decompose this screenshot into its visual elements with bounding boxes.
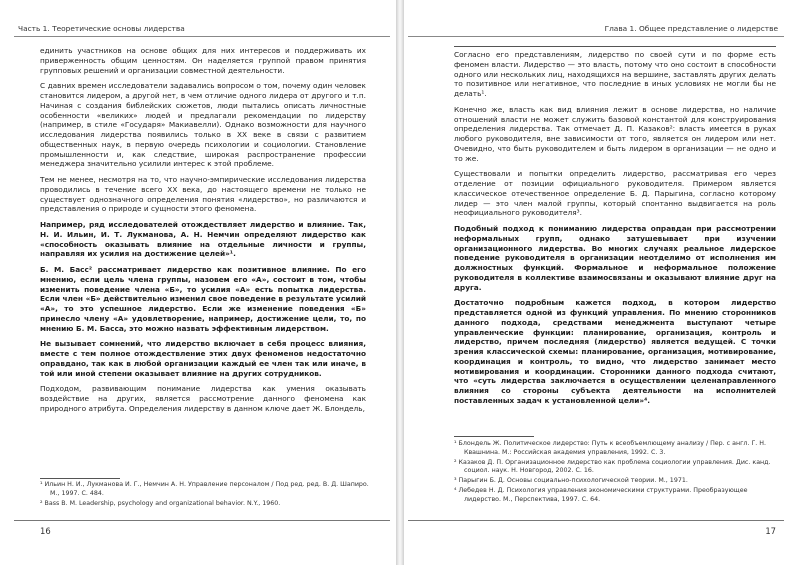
header-rule <box>408 36 784 37</box>
book-gutter <box>396 0 404 565</box>
footnote: ³ Парыгин Б. Д. Основы социально-психологической теории. М., 1971. <box>454 477 688 485</box>
right-page <box>404 0 800 565</box>
page-number: 17 <box>765 526 776 536</box>
paragraph: Например, ряд исследователей отождествляет лидерство и влияние. Так, Н. И. Ильин, И. Т. Лукманова, А. Н. Немчин определяют лидерство как «способность оказывать влияние на отдельные личности и группы, направляя их усилия на достижение целей»¹. <box>40 220 366 259</box>
footnote: ⁴ Лебедев Н. Д. Психология управления экономическими структурами. Преобразующее лидерство. М., Перспектива, 1997. С. 64. <box>454 487 748 504</box>
left-page <box>0 0 396 565</box>
right-footnotes <box>454 440 776 506</box>
paragraph: Достаточно подробным кажется подход, в котором лидерство представляется одной из функций управления. По мнению сторонников данного подхода, средствами менеджмента выступают четыре управленческие функции: планирование, организация, контроль и лидерство, причем последняя (лидерство) является ведущей. С точки зрения классической схемы: планирование, организация, мотивирование, координация и контроль, то видно, что лидерство занимает место мотивирования и координации. Сторонники данного подхода считают, что «суть лидерства заключается в осуществлении целенаправленного влияния со стороны субъекта деятельности на исполнителей поставленных задач к установленной цели»⁴. <box>454 298 776 405</box>
left-body-text <box>40 46 366 420</box>
paragraph: единить участников на основе общих для них интересов и поддерживать их приверженность общим ценностям. Он наделяется группой правом принятия групповых решений и организации совместной деятельности. <box>40 46 366 75</box>
paragraph: Тем не менее, несмотря на то, что научно-эмпирические исследования лидерства проводились в течение всего XX века, до настоящего времени не только не существует однозначного определения понятия «лидерство», но различаются и представления о природе и сущности этого феномена. <box>40 175 366 214</box>
footnote: ² Bass B. M. Leadership, psychology and organizational behavior. N.Y., 1960. <box>40 499 281 507</box>
paragraph: Б. М. Басс² рассматривает лидерство как позитивное влияние. По его мнению, если цель члена группы, назовем его «А», состоит в том, чтобы изменить поведение члена «Б», то усилия «А» есть попытка лидерства. Если член «Б» действительно изменил свое поведение в результате усилий «А», то это успешное лидерство. Если же изменение поведения «Б» принесло члену «А» удовлетворение, например, достижение цели, то, по мнению Б. М. Басса, это можно назвать эффективным лидерством. <box>40 265 366 333</box>
running-head: Часть 1. Теоретические основы лидерства <box>18 24 185 33</box>
footnote-rule <box>454 436 534 437</box>
running-head: Глава 1. Общее представление о лидерстве <box>604 24 778 33</box>
footer-rule <box>408 520 784 521</box>
paragraph: С давних времен исследователи задавались вопросом о том, почему один человек становится лидером, а другой нет, в чем отличие одного лидера от другого и т.п. Начиная с создания библейских сюжетов, люди пытались описать личностные особенности «великих» людей и предлагали рекомендации по лидерству (например, в стиле «Государя» Макиавелли). Однако возможности для научного исследования лидерства появились только в XX веке в связи с развитием общественных наук, в первую очередь психологии и социологии. Становление промышленности и, как следствие, широкая распространение профессии менеджера значительно усилили интерес к этой проблеме. <box>40 81 366 169</box>
footnote: ¹ Блондель Ж. Политическое лидерство: Путь к всеобъемлющему анализу / Пер. с англ. Г. Н. Квашнина. М.: Российская академия управления, 1992. С. 3. <box>454 440 767 456</box>
paragraph: Согласно его представлениям, лидерство по своей сути и по форме есть феномен власти. Лидерство — это власть, потому что оно состоит в способности одного или нескольких лиц, находящихся на вершине, заставлять других делать то позитивное или негативное, что последние в иных условиях не могли бы не делать¹. <box>454 46 776 99</box>
paragraph: Существовали и попытки определить лидерство, рассматривая его через отделение от позиции официального руководителя. Примером является классическое отечественное определение Б. Д. Парыгина, согласно которому лидер — это член малой группы, который спонтанно выдвигается на роль неофициального руководителя³. <box>454 169 776 218</box>
page-number: 16 <box>40 526 51 536</box>
paragraph: Подобный подход к пониманию лидерства оправдан при рассмотрении неформальных групп, однако затушевывает при изучении организационного лидерства. Во многих случаях реальное лидерское поведение руководителя в организации неотделимо от исполнения им должностных функций. Формальное и неформальное положение руководителя в коллективе взаимосвязаны и оказывают влияние друг на друга. <box>454 224 776 292</box>
header-rule <box>14 36 390 37</box>
paragraph: Конечно же, власть как вид влияния лежит в основе лидерства, но наличие отношений власти не может служить базовой константой для конструирования определения лидерства. Так отмечает Д. П. Казаков²: власть имеется в руках любого руководителя, вне зависимости от того, является он лидером или нет. Очевидно, что быть руководителем и быть лидером в организации — не одно и то же. <box>454 104 776 163</box>
footnote: ¹ Ильин Н. И., Лукманова И. Г., Немчин А. Н. Управление персоналом / Под ред. ред. В. Д. Шапиро. М., 1997. С. 484. <box>40 481 369 497</box>
footnote: ² Казаков Д. П. Организационное лидерство как проблема социологии управления. Дис. канд. социол. наук. Н. Новгород, 2002. С. 16. <box>454 458 771 475</box>
footnote-rule <box>40 478 120 479</box>
paragraph: Подходом, развивающим понимание лидерства как умения оказывать воздействие на других, является рассмотрение данного феномена как природного атрибута. Определения лидерству в данном ключе дает Ж. Блондель, <box>40 384 366 413</box>
right-body-text <box>454 46 776 412</box>
paragraph: Не вызывает сомнений, что лидерство включает в себя процесс влияния, вместе с тем полное отождествление этих двух феноменов недостаточно оправдано, так как в любой организации каждый ее член так или иначе, в той или иной степени оказывает влияние на других сотрудников. <box>40 339 366 378</box>
left-footnotes <box>40 481 370 510</box>
footer-rule <box>14 520 390 521</box>
